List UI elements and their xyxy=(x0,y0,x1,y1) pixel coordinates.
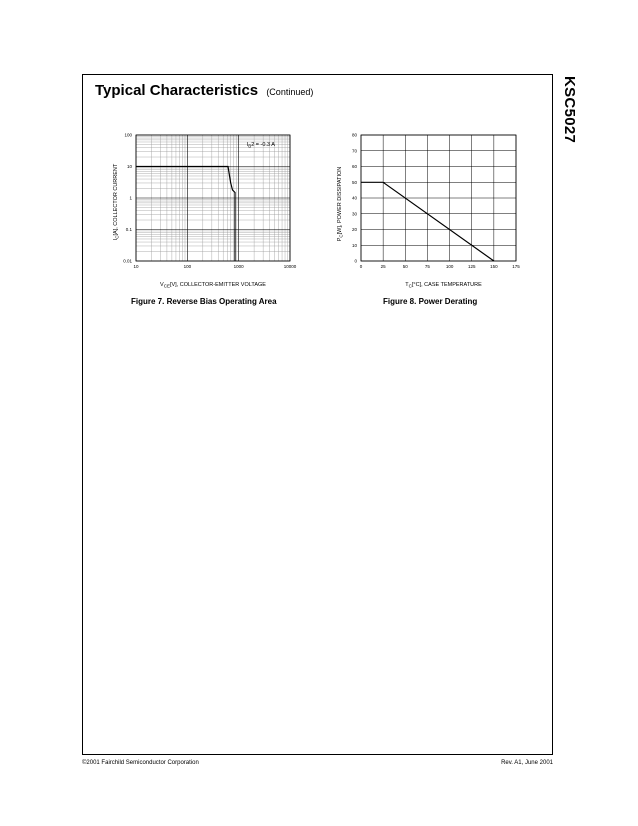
y-tick-label: 20 xyxy=(351,227,357,232)
y-tick-label: 0 xyxy=(354,258,357,264)
x-axis-label: $V_{CE}[V]$, COLLECTOR-EMITTER VOLTAGE xyxy=(160,282,266,289)
x-tick-label: 50 xyxy=(402,264,408,269)
y-tick-label: 30 xyxy=(351,211,357,217)
figure-8-caption: Figure 8. Power Derating xyxy=(383,297,478,306)
y-tick-label: 40 xyxy=(351,195,357,201)
y-axis-label: $P_C[W]$, POWER DISSIPATION xyxy=(337,166,344,242)
y-tick-label: 0.01 xyxy=(123,258,132,264)
footer-revision: Rev. A1, June 2001 xyxy=(501,760,553,766)
x-tick-label: 25 xyxy=(380,264,386,269)
x-tick-label: 1000 xyxy=(233,264,244,269)
y-axis-label: $I_C[A]$, COLLECTOR CURRENT xyxy=(113,163,120,241)
x-tick-label: 75 xyxy=(424,264,430,269)
y-tick-label: 60 xyxy=(351,164,357,169)
y-tick-label: 10 xyxy=(126,164,132,169)
x-tick-label: 125 xyxy=(467,264,476,269)
x-tick-label: 10000 xyxy=(283,264,297,269)
derating-grid xyxy=(361,135,516,261)
section-title-text: Typical Characteristics xyxy=(95,82,259,99)
annotation-label: $I_B2 = -0.3$ A xyxy=(246,141,275,149)
x-tick-label: 0 xyxy=(359,264,363,269)
figure-7-caption: Figure 7. Reverse Bias Operating Area xyxy=(131,297,277,306)
x-axis-label: $T_C[^\circ C]$, CASE TEMPERATURE xyxy=(405,282,482,289)
section-subtitle: (Continued) xyxy=(266,87,314,97)
x-tick-label: 150 xyxy=(490,264,498,269)
y-tick-label: 50 xyxy=(351,179,357,185)
x-tick-label: 10 xyxy=(133,264,139,269)
y-tick-label: 10 xyxy=(351,242,357,248)
y-tick-label: 100 xyxy=(124,132,132,138)
y-tick-label: 70 xyxy=(351,148,357,154)
y-tick-label: 80 xyxy=(351,132,357,138)
y-tick-label: 0.1 xyxy=(125,227,132,232)
x-tick-label: 100 xyxy=(183,264,192,269)
x-tick-label: 175 xyxy=(512,264,520,269)
footer-copyright: ©2001 Fairchild Semiconductor Corporation xyxy=(82,760,199,766)
part-number: KSC5027 xyxy=(561,76,578,144)
y-tick-label: 1 xyxy=(129,195,132,201)
x-tick-label: 100 xyxy=(445,264,454,269)
